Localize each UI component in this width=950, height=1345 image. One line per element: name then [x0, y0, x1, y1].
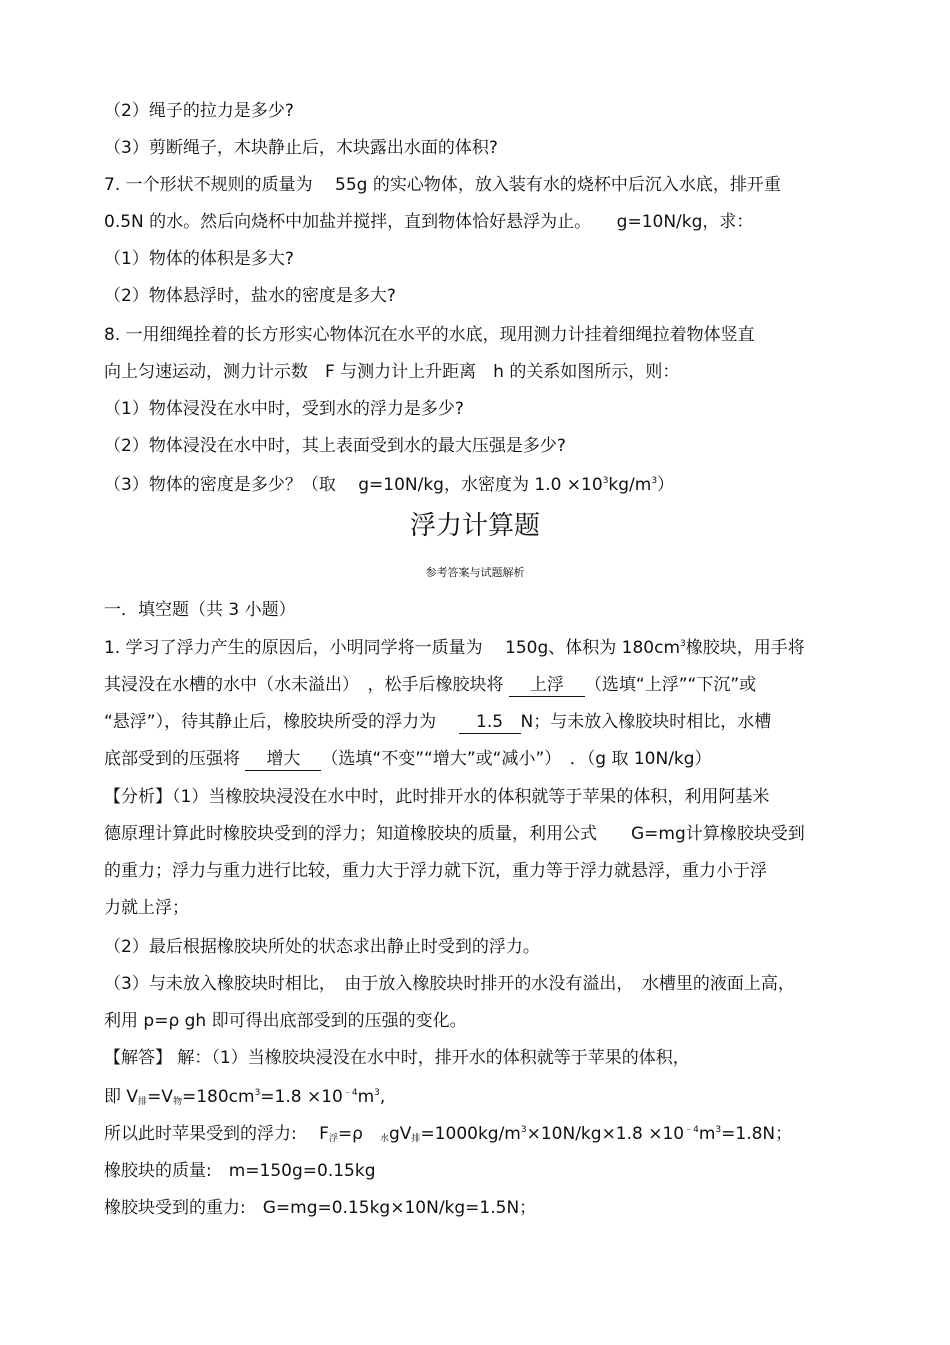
answers-title: 浮力计算题	[409, 511, 540, 541]
sol2-d: =1.8 ×10	[260, 1087, 343, 1107]
sol2-sup1: 3	[254, 1088, 261, 1098]
q8-part3-sup2: 3	[651, 476, 658, 486]
sol3-sup2: ﹣4	[684, 1125, 699, 1135]
sol3-f: m	[698, 1124, 716, 1144]
solution-line3	[104, 1123, 850, 1145]
q6-part3: （3）剪断绳子，木块静止后，木块露出水面的体积?	[104, 138, 498, 158]
sol3-sup3: 3	[715, 1125, 722, 1135]
q8-part2: （2）物体浸没在水中时，其上表面受到水的最大压强是多少?	[104, 436, 566, 456]
sol3-b: =ρ	[337, 1124, 380, 1144]
q8-part3-sup1: 3	[602, 476, 609, 486]
solution-line2	[104, 1086, 850, 1108]
section-heading: 一．填空题（共 3 小题）	[104, 600, 296, 620]
p1-line3-b: N；与未放入橡胶块时相比，水槽	[520, 712, 772, 732]
p1-line3	[104, 711, 850, 734]
sol2-c: =180cm	[181, 1087, 255, 1107]
sol3-e: ×10N/kg×1.8 ×10	[526, 1124, 685, 1144]
q8-part3-text-b: kg/m	[608, 475, 652, 495]
q7-part2: （2）物体悬浮时，盐水的密度是多大?	[104, 286, 396, 306]
p1-line1-b: 橡胶块，用手将	[685, 638, 805, 658]
sol2-sup3: 3	[374, 1088, 380, 1098]
p1-line2-a: 其浸没在水槽的水中（水未溢出） ，松手后橡胶块将	[104, 675, 509, 695]
q8-part3-text-a: （3）物体的密度是多少？（取 g=10N/kg，水密度为 1.0 ×10	[104, 475, 603, 495]
sol2-a: 即 V	[104, 1087, 139, 1107]
q6-part2: （2）绳子的拉力是多少?	[104, 101, 294, 121]
solution-line1: 【解答】 解：（1）当橡胶块浸没在水中时，排开水的体积就等于苹果的体积，	[104, 1048, 690, 1068]
p1-line2-b: （选填“上浮”“下沉”或	[584, 675, 757, 695]
q8-part3	[104, 474, 850, 496]
sol3-g: =1.8N；	[721, 1124, 793, 1144]
sol2-sub1: 排	[138, 1097, 148, 1107]
p1-line2	[104, 674, 850, 697]
sol3-a: 所以此时苹果受到的浮力: F	[104, 1124, 329, 1144]
answer-blank-1: 上浮	[509, 674, 585, 697]
answer-blank-2: 1.5	[459, 711, 521, 734]
q7-part1: （1）物体的体积是多大?	[104, 249, 294, 269]
analysis-part3-line1: （3）与未放入橡胶块时相比， 由于放入橡胶块时排开的水没有溢出， 水槽里的液面上高，	[104, 974, 795, 994]
analysis-line4: 力就上浮；	[104, 898, 189, 918]
sol3-sub1: 浮	[328, 1134, 338, 1144]
p1-line4-b: （选填“不变”“增大”或“减小”） ．（g 取 10N/kg）	[321, 749, 712, 769]
sol3-sub3: 排	[411, 1134, 421, 1144]
q7-line1: 7. 一个形状不规则的质量为 55g 的实心物体，放入装有水的烧杯中后沉入水底，排开重	[104, 175, 781, 195]
p1-line4	[104, 748, 850, 771]
p1-line1	[104, 637, 850, 659]
answers-subtitle: 参考答案与试题解析	[425, 566, 525, 579]
p1-line4-a: 底部受到的压强将	[104, 749, 246, 769]
q8-part3-text-c: ）	[657, 475, 675, 495]
q8-part1: （1）物体浸没在水中时，受到水的浮力是多少?	[104, 399, 464, 419]
p1-line1-a: 1. 学习了浮力产生的原因后，小明同学将一质量为 150g、体积为 180cm	[104, 638, 681, 658]
p1-line1-sup: 3	[680, 639, 686, 649]
analysis-part2: （2）最后根据橡胶块所处的状态求出静止时受到的浮力。	[104, 937, 540, 957]
analysis-line1: 【分析】（1）当橡胶块浸没在水中时，此时排开水的体积就等于苹果的体积，利用阿基米	[104, 787, 770, 807]
q8-line1: 8. 一用细绳拴着的长方形实心物体沉在水平的水底，现用测力计挂着细绳拉着物体竖直	[104, 325, 755, 345]
q8-line2: 向上匀速运动，测力计示数 F 与测力计上升距离 h 的关系如图所示，则：	[104, 362, 680, 382]
analysis-part3-line2: 利用 p=ρ gh 即可得出底部受到的压强的变化。	[104, 1011, 467, 1031]
solution-line5: 橡胶块受到的重力: G=mg=0.15kg×10N/kg=1.5N；	[104, 1198, 537, 1218]
sol3-sub2: 水	[379, 1134, 389, 1144]
sol2-f: ,	[379, 1087, 386, 1107]
sol2-b: =V	[147, 1087, 173, 1107]
q7-line2: 0.5N 的水。然后向烧杯中加盐并搅拌，直到物体恰好悬浮为止。 g=10N/kg，求：	[104, 212, 754, 232]
analysis-line2: 德原理计算此时橡胶块受到的浮力；知道橡胶块的质量，利用公式 G=mg计算橡胶块受到	[104, 824, 805, 844]
sol3-c: gV	[389, 1124, 412, 1144]
sol2-sub2: 物	[172, 1097, 182, 1107]
sol2-sup2: ﹣4	[342, 1088, 358, 1098]
sol3-sup1: 3	[520, 1125, 527, 1135]
sol3-d: =1000kg/m	[420, 1124, 521, 1144]
analysis-line3: 的重力；浮力与重力进行比较，重力大于浮力就下沉，重力等于浮力就悬浮，重力小于浮	[104, 861, 767, 881]
p1-line3-a: “悬浮”），待其静止后，橡胶块所受的浮力为	[104, 712, 459, 732]
sol2-e: m	[357, 1087, 375, 1107]
answer-blank-3: 增大	[245, 748, 321, 771]
solution-line4: 橡胶块的质量: m=150g=0.15kg	[104, 1161, 376, 1181]
